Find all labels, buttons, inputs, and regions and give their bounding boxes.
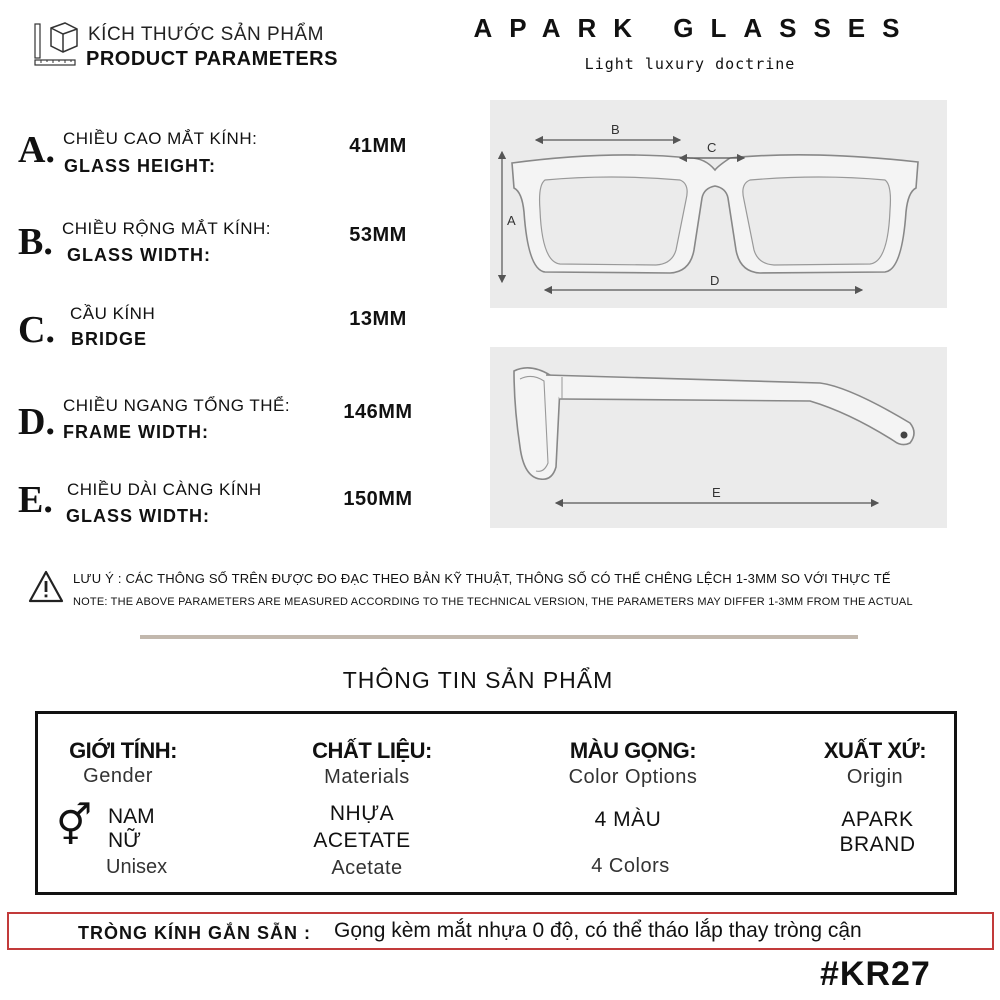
side-view-panel bbox=[490, 347, 947, 528]
colors-heading: MÀU GỌNG: bbox=[569, 738, 697, 763]
origin-value-1: APARK bbox=[841, 808, 914, 831]
divider bbox=[140, 635, 858, 639]
origin-value-2: BRAND bbox=[839, 833, 916, 856]
param-label-vi: CHIỀU RỘNG MẮT KÍNH: bbox=[62, 219, 271, 238]
brand-logo: APARK GLASSES bbox=[473, 13, 917, 43]
gender-heading: GIỚI TÍNH: bbox=[69, 738, 177, 763]
ruler-box-icon bbox=[33, 22, 79, 68]
param-label-vi: CHIỀU CAO MẮT KÍNH: bbox=[63, 129, 258, 148]
param-value: 41MM bbox=[349, 135, 407, 157]
param-label-en: GLASS WIDTH: bbox=[66, 506, 210, 526]
glasses-front-diagram bbox=[490, 100, 947, 308]
origin-heading: XUẤT XỨ: bbox=[823, 738, 927, 763]
materials-value-1: NHỰA bbox=[329, 802, 395, 825]
gender-value-unisex: Unisex bbox=[106, 856, 168, 878]
product-code: #KR27 bbox=[820, 955, 931, 993]
dimension-label-e: E bbox=[712, 485, 721, 500]
materials-value-3: Acetate bbox=[331, 857, 403, 879]
gender-value-female: NỮ bbox=[108, 829, 142, 852]
gender-sub: Gender bbox=[83, 765, 153, 787]
param-letter: C. bbox=[18, 309, 55, 351]
materials-heading: CHẤT LIỆU: bbox=[312, 738, 432, 763]
param-label-vi: CHIỀU NGANG TỔNG THỂ: bbox=[63, 396, 291, 415]
param-letter: A. bbox=[18, 129, 55, 171]
param-letter: E. bbox=[18, 479, 53, 521]
dimension-label-d: D bbox=[710, 273, 720, 288]
lens-text: Gọng kèm mắt nhựa 0 độ, có thể tháo lắp thay tròng cận bbox=[334, 919, 862, 942]
dimension-label-c: C bbox=[707, 140, 717, 155]
param-label-vi: CHIỀU DÀI CÀNG KÍNH bbox=[67, 480, 262, 499]
materials-sub: Materials bbox=[324, 766, 410, 788]
gender-symbol-icon: ⚥ bbox=[56, 804, 93, 848]
front-view-panel bbox=[490, 100, 947, 308]
param-value: 146MM bbox=[343, 401, 413, 423]
note-vi: LƯU Ý : CÁC THÔNG SỐ TRÊN ĐƯỢC ĐO ĐẠC THEO BẢN KỸ THUẬT, THÔNG SỐ CÓ THỂ CHÊNG LỆCH 1-3MM SO VỚI THỰC TẾ bbox=[73, 571, 891, 586]
param-letter: B. bbox=[18, 221, 53, 263]
param-label-en: GLASS HEIGHT: bbox=[64, 156, 217, 176]
product-info-title: THÔNG TIN SẢN PHẨM bbox=[342, 667, 614, 693]
warning-icon bbox=[28, 570, 64, 604]
brand-slogan: Light luxury doctrine bbox=[584, 55, 796, 73]
glasses-side-diagram bbox=[490, 347, 947, 528]
param-label-vi: CẦU KÍNH bbox=[70, 304, 156, 323]
dimension-label-a: A bbox=[507, 213, 516, 228]
materials-value-2: ACETATE bbox=[313, 829, 411, 852]
param-value: 53MM bbox=[349, 224, 407, 246]
origin-sub: Origin bbox=[846, 766, 904, 788]
param-value: 150MM bbox=[343, 488, 413, 510]
note-en: NOTE: THE ABOVE PARAMETERS ARE MEASURED ACCORDING TO THE TECHNICAL VERSION, THE PARAMETERS MAY DIFFER 1-3MM FROM THE ACTUAL bbox=[73, 596, 913, 608]
param-label-en: BRIDGE bbox=[71, 329, 148, 349]
lens-label: TRÒNG KÍNH GẮN SẴN : bbox=[78, 923, 311, 943]
section-title-vi: KÍCH THƯỚC SẢN PHẨM bbox=[88, 24, 324, 45]
gender-value-male: NAM bbox=[108, 805, 155, 828]
colors-sub: Color Options bbox=[568, 766, 698, 788]
param-letter: D. bbox=[18, 401, 55, 443]
param-value: 13MM bbox=[349, 308, 407, 330]
param-label-en: FRAME WIDTH: bbox=[63, 422, 209, 442]
section-title-en: PRODUCT PARAMETERS bbox=[86, 48, 338, 70]
colors-value-en: 4 Colors bbox=[591, 855, 670, 877]
param-label-en: GLASS WIDTH: bbox=[67, 245, 211, 265]
colors-value: 4 MÀU bbox=[594, 808, 662, 831]
dimension-label-b: B bbox=[611, 122, 620, 137]
